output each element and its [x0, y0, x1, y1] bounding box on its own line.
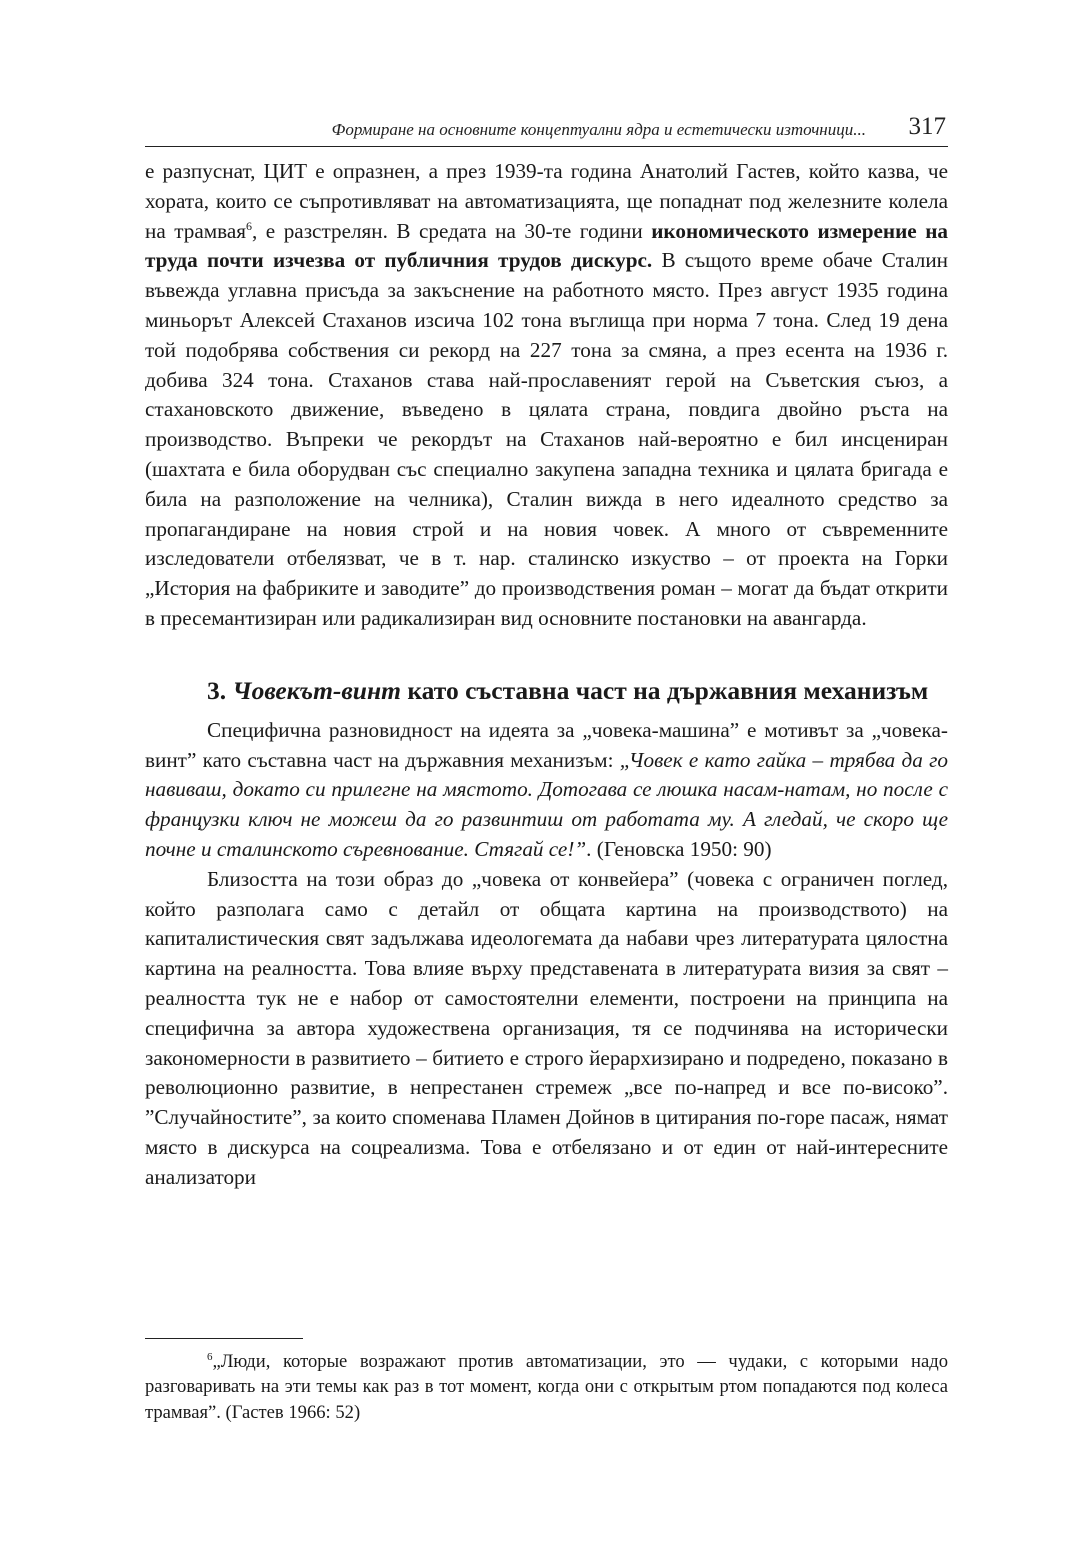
section-heading-number: 3. [207, 675, 233, 705]
paragraph-2 [145, 716, 948, 865]
running-header-title: Формиране на основните концептуални ядра и естетически източници... [331, 120, 866, 139]
paragraph-1-emphasis: икономическото измерение на труда почти изчезва от публичния трудов дискурс. [145, 218, 948, 273]
paragraph-2-text-a: Специфична разновидност на идеята за „човека-машина” е мотивът за „човека-винт” като съставна част на държавния механизъм: [145, 717, 948, 772]
footnote-text: „Люди, которые возражают против автоматизации, это — чудаки, с которыми надо разговаривать на эти темы как раз в тот момент, когда они с открытым ртом попадаются под колеса трамвая”. (Гастев 1966: 52) [145, 1351, 948, 1423]
footnote-number: 6 [207, 1350, 213, 1363]
footnote [145, 1349, 948, 1425]
paragraph-1 [145, 157, 948, 634]
paragraph-1-text-a: е разпуснат, ЦИТ е опразнен, а през 1939-та година Анатолий Гастев, който казва, че хората, които се съпротивляват на автоматизацията, ще попаднат под железните колела на трамвая [145, 159, 948, 243]
main-text [145, 157, 948, 1193]
paragraph-2-quote: „Човек е като гайка – трябва да го навиваш, докато си прилегне на мястото. Дотогава се люшка насам-натам, но после с французки ключ не можеш да го развинтиш от работата му. А гледай, че скоро ще почне и сталинското съревнование. Стягай се!” [145, 747, 948, 861]
section-heading-rest: като съставна част на държавния механизъм [400, 675, 929, 705]
section-heading [207, 674, 948, 707]
page-number: 317 [908, 113, 946, 140]
paragraph-2-citation: . (Геновска 1950: 90) [586, 836, 772, 861]
paragraph-3: Близостта на този образ до „човека от конвейера” (човека с ограничен поглед, който разполага само с детайл от общата картина на производството) на капиталистическия свят задължава идеологемата да набави чрез литературата цялостна картина на реалността. Това влияе върху представената в литературата визия за свят – реалността тук не е набор от самостоятелни елементи, построени на принципа на специфична за автора художествена организация, тя се подчинява на исторически закономерности в развитието – битието е строго йерархизирано и подредено, показано в революционно развитие, в непрестанен стремеж „все по-напред и все по-високо”. ”Случайностите”, за които споменава Пламен Дойнов в цитирания по-горе пасаж, нямат място в дискурса на соцреализма. Това е отбелязано и от един от най-интересните анализатори [145, 866, 948, 1189]
running-header [145, 112, 948, 147]
paragraph-1-text-c: В същото време обаче Сталин въвежда углавна присъда за закъснение на работното място. През август 1935 година миньорът Алексей Стаханов изсича 102 тона въглища при норма 7 тона. След 19 дена той подобрява собствения си рекорд на 227 тона за смяна, а през есента на 1936 г. добива 324 тона. Стаханов става най-прославеният герой на Съветския съюз, а стахановското движение, въведено в цялата страна, повдига двойно ръста на производство. Въпреки че рекордът на Стаханов най-вероятно е бил инсцениран (шахтата е била оборудван със специално закупена западна техника и цялата бригада е била на разположение на челника), Сталин вижда в него идеалното средство за пропагандиране на новия строй и на новия човек. А много от съвременните изследователи отбелязват, че в т. нар. сталинско изкуство – от проекта на Горки „История на фабриките и заводите” до производствения роман – могат да бъдат открити в пресемантизиран или радикализиран вид основните постановки на авангарда. [145, 248, 948, 630]
footnote-reference: 6 [246, 218, 253, 233]
section-heading-italic: Човекът-винт [232, 675, 401, 705]
footnote-divider [145, 1338, 303, 1339]
paragraph-1-text-b: , е разстрелян. В средата на 30-те години [252, 218, 652, 243]
